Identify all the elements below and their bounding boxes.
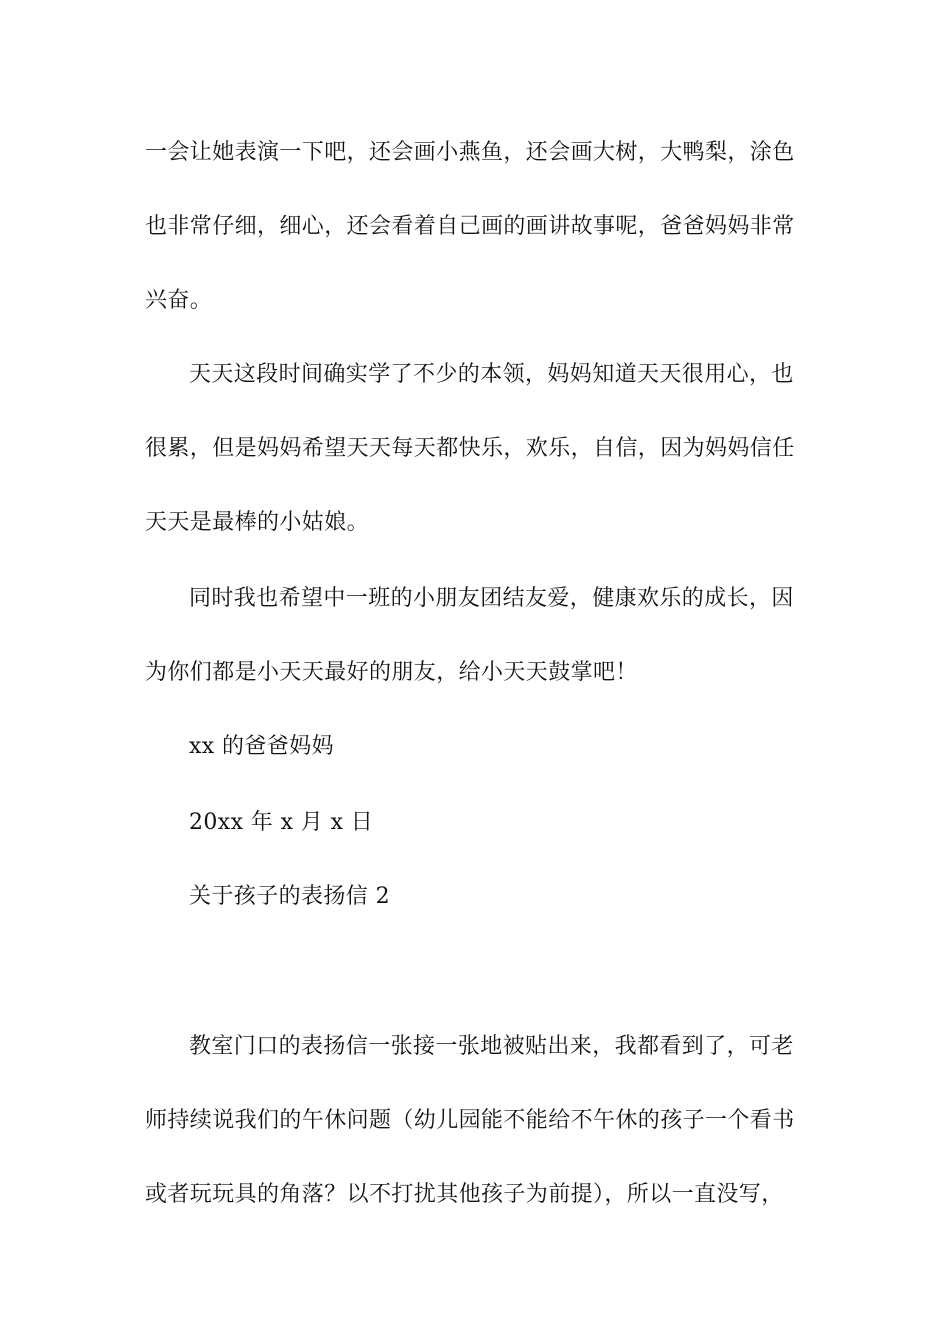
signature: xx 的爸爸妈妈 <box>189 734 335 759</box>
paragraph-4-line-3: 或者玩玩具的角落？以不打扰其他孩子为前提），所以一直没写， <box>145 1182 784 1207</box>
paragraph-2-line-3: 天天是最棒的小姑娘。 <box>145 510 370 535</box>
paragraph-4-line-2: 师持续说我们的午休问题（幼儿园能不能给不午休的孩子一个看书 <box>145 1108 795 1133</box>
paragraph-4-line-1: 教室门口的表扬信一张接一张地被贴出来，我都看到了，可老 <box>189 1034 794 1059</box>
paragraph-2-line-1: 天天这段时间确实学了不少的本领，妈妈知道天天很用心，也 <box>189 362 794 387</box>
letter-date: 20xx 年 x 月 x 日 <box>189 810 374 835</box>
paragraph-1-line-3: 兴奋。 <box>145 288 213 313</box>
paragraph-3-line-2: 为你们都是小天天最好的朋友，给小天天鼓掌吧！ <box>145 660 638 685</box>
section-title: 关于孩子的表扬信 2 <box>189 884 390 909</box>
paragraph-3-line-1: 同时我也希望中一班的小朋友团结友爱，健康欢乐的成长，因 <box>189 586 794 611</box>
paragraph-1-line-2: 也非常仔细，细心，还会看着自己画的画讲故事呢，爸爸妈妈非常 <box>145 214 795 239</box>
paragraph-2-line-2: 很累，但是妈妈希望天天每天都快乐，欢乐，自信，因为妈妈信任 <box>145 436 795 461</box>
paragraph-1-line-1: 一会让她表演一下吧，还会画小燕鱼，还会画大树，大鸭梨，涂色 <box>145 140 795 165</box>
